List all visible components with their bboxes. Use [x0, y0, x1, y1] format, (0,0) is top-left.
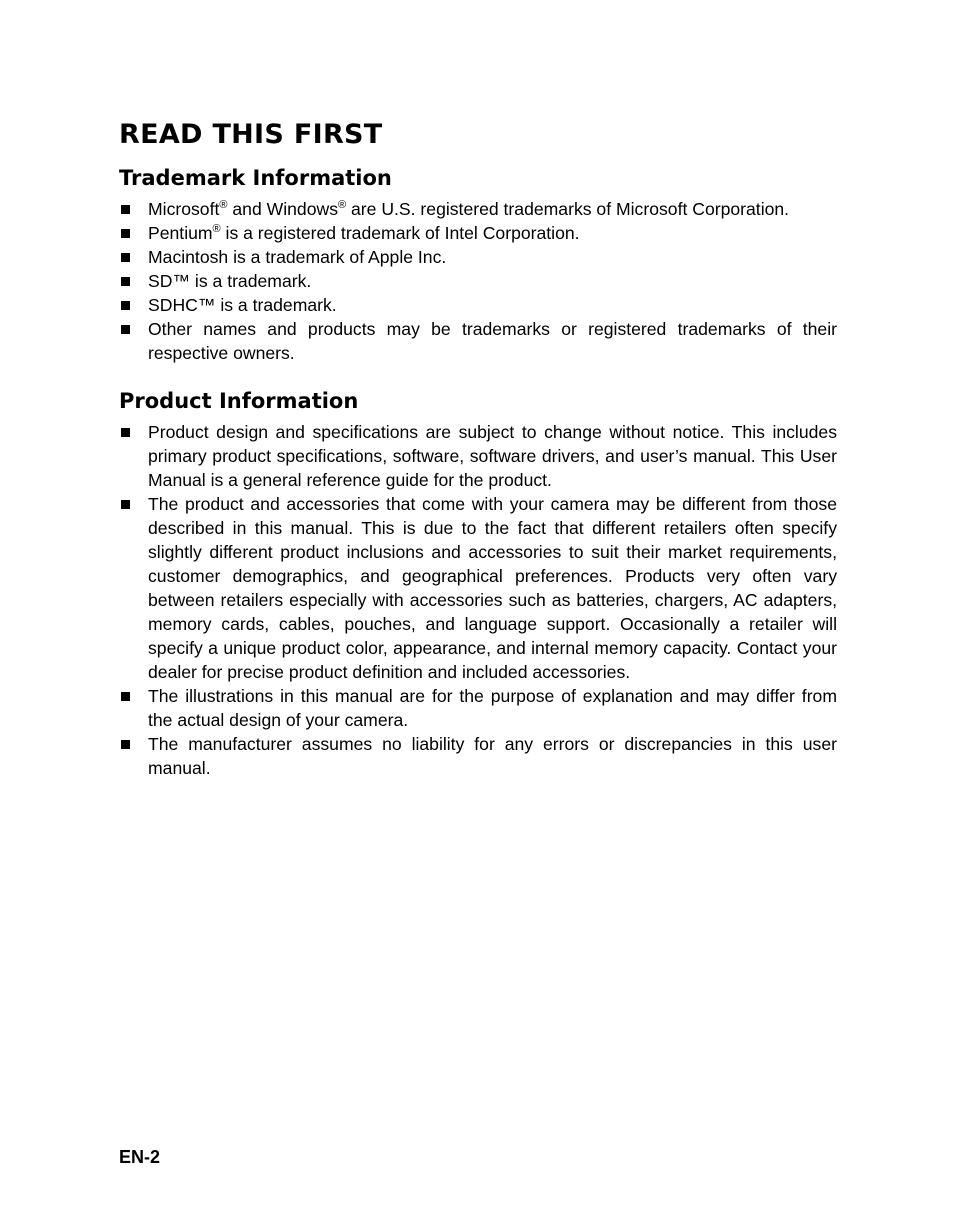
square-bullet-icon [121, 205, 130, 214]
manual-page [119, 117, 837, 780]
square-bullet-icon [121, 277, 130, 286]
square-bullet-icon [121, 740, 130, 749]
list-item [119, 221, 837, 245]
square-bullet-icon [121, 500, 130, 509]
product-text: The product and accessories that come with your camera may be different from those described in this manual. This is due to the fact that different retailers often specify slightly different product inclusions and accessories to suit their market requirements, customer demographics, and geographical preferences. Products very often vary between retailers especially with accessories such as batteries, chargers, AC adapters, memory cards, cables, pouches, and language support. Occasionally a retailer will specify a unique product color, appearance, and internal memory capacity. Contact your dealer for precise product definition and included accessories. [148, 494, 837, 682]
square-bullet-icon [121, 325, 130, 334]
trademark-text: are U.S. registered trademarks of Microsoft Corporation. [346, 199, 790, 219]
square-bullet-icon [121, 229, 130, 238]
trademark-text: is a registered trademark of Intel Corporation. [220, 223, 580, 243]
trademark-text: Other names and products may be trademarks or registered trademarks of their respective owners. [148, 319, 837, 363]
trademark-text: Microsoft [148, 199, 220, 219]
square-bullet-icon [121, 301, 130, 310]
list-item [119, 492, 837, 684]
product-heading: Product Information [119, 389, 359, 413]
trademark-text: Macintosh is a trademark of Apple Inc. [148, 247, 447, 267]
list-item [119, 420, 837, 492]
trademark-text: and Windows [227, 199, 338, 219]
trademark-text: SD™ is a trademark. [148, 271, 312, 291]
product-text: The illustrations in this manual are for the purpose of explanation and may differ from the actual design of your camera. [148, 686, 837, 730]
list-item [119, 732, 837, 780]
registered-mark: ® [212, 223, 221, 235]
list-item [119, 293, 837, 317]
list-item [119, 245, 837, 269]
trademark-text: Pentium [148, 223, 213, 243]
trademark-text: SDHC™ is a trademark. [148, 295, 337, 315]
product-text: The manufacturer assumes no liability for any errors or discrepancies in this user manual. [148, 734, 837, 778]
square-bullet-icon [121, 692, 130, 701]
list-item [119, 269, 837, 293]
page-title: READ THIS FIRST [119, 119, 383, 150]
product-text: Product design and specifications are subject to change without notice. This includes primary product specifications, software, software drivers, and user’s manual. This User Manual is a general reference guide for the product. [148, 422, 837, 490]
square-bullet-icon [121, 428, 130, 437]
list-item [119, 317, 837, 365]
page-number: EN-2 [119, 1147, 161, 1167]
square-bullet-icon [121, 253, 130, 262]
list-item [119, 197, 837, 221]
product-list [119, 420, 837, 780]
list-item [119, 684, 837, 732]
registered-mark: ® [219, 199, 228, 211]
registered-mark: ® [338, 199, 347, 211]
trademark-heading: Trademark Information [119, 166, 392, 190]
trademark-list [119, 197, 837, 365]
